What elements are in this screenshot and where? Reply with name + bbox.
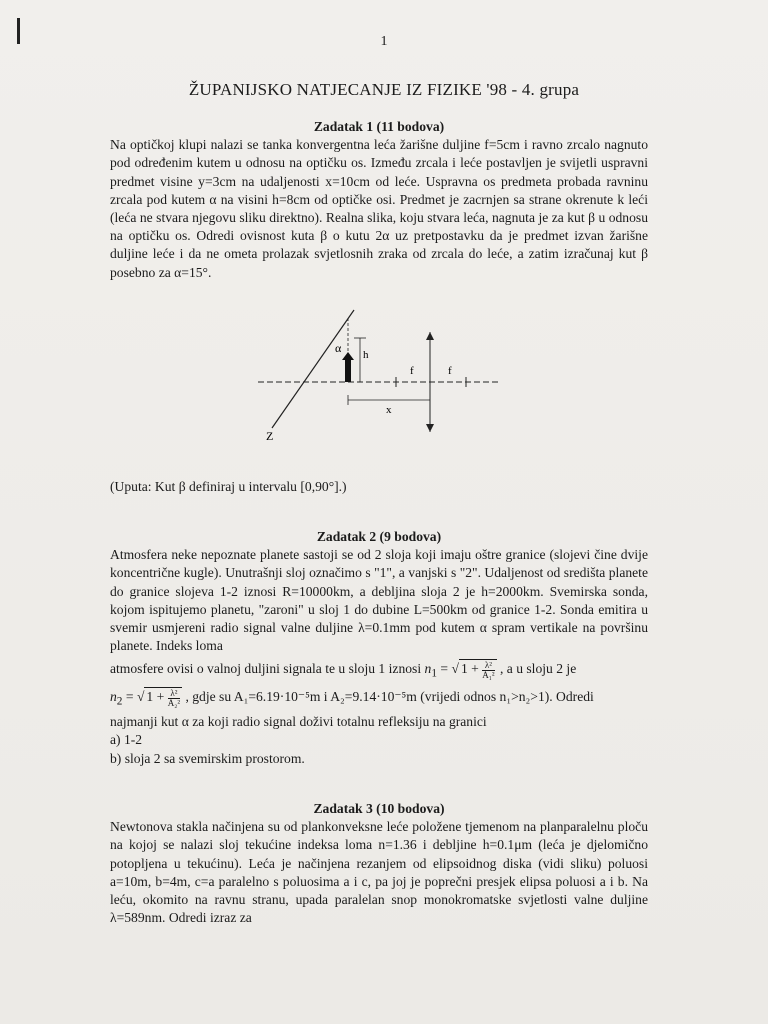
task1-section (110, 118, 648, 282)
task2-n1-pre: atmosfere ovisi o valnoj duljini signala te u sloju 1 iznosi (110, 661, 422, 677)
sqrt-body-2 (144, 687, 182, 707)
n2-symbol: n (110, 689, 117, 705)
page-title: ŽUPANIJSKO NATJECANJE IZ FIZIKE '98 - 4. grupa (188, 80, 580, 99)
fraction-2 (168, 689, 180, 708)
mirror-line (272, 310, 354, 428)
sqrt-sign-2: √ (136, 689, 145, 705)
task2-item-b: b) sloja 2 sa svemirskim prostorom. (110, 750, 305, 766)
n2-subscript: 2 (116, 696, 123, 709)
f-right-label: f (448, 365, 452, 377)
task3-text: Newtonova stakla načinjena su od plankonveksne leće položene tjemenom na planparalelnu ploču na kojoj se nalazi sloj tekućine indeksa loma n=1.36 i debljine h=0.1μm (leća je djelomično potopljena u tekućinu). Leća je načinjena rezanjem od elipsoidnog diska (vidi sliku) poluosi a=10m, b=4m, c=a paralelno s poluosima a i c, pa joj je poprečni presjek elipsa poluosi a i b. Na leću, okomito na ravnu stranu, upada paralelan snop monokromatske svjetlosti valne duljine λ=589nm. Odredi izraz za (110, 819, 648, 926)
lens-arrow-bottom (426, 424, 434, 432)
n2-equals: = (125, 689, 137, 705)
fraction-1-den: A₁² (482, 669, 495, 680)
sqrt-body-1 (459, 659, 497, 679)
task3-heading: Zadatak 3 (10 bodova) (313, 801, 445, 816)
one-plus-2: 1 + (146, 689, 165, 705)
fraction-1 (482, 661, 494, 680)
lens-arrow-top (426, 332, 434, 340)
optics-figure (250, 300, 510, 450)
task1-heading: Zadatak 1 (11 bodova) (313, 119, 445, 134)
fraction-2-num: λ² (168, 689, 180, 699)
mirror-label: Z (266, 429, 274, 443)
task1-hint: (Uputa: Kut β definiraj u intervalu [0,90°].) (110, 479, 347, 494)
task2-last-line: najmanji kut α za koji radio signal doživi totalnu refleksiju na granici (110, 714, 487, 730)
task2-text: Atmosfera neke nepoznate planete sastoji se od 2 sloja koji imaju oštre granice (slojevi čine dvije koncentrične kugle). Unutrašnji sloj označimo s "1", a vanjski s "2". Udaljenost od središta planete do granice slojeva 1-2 iznosi R=10000km, a debljina sloja 2 je h=2000km. Svemirska sonda, kojom ispitujemo planetu, "zaroni" u sloj 1 do dubine L=500km od granice 1-2. Sonda emitira u svemir usmjereni radio signal valne duljine λ=0.1mm pod kutem α spram vertikale na površinu planete. Indeks loma (110, 547, 648, 654)
task1-text: Na optičkoj klupi nalazi se tanka konvergentna leća žarišne duljine f=5cm i ravno zrcalo nagnuto pod određenim kutem u odnosu na optičku os. Između zrcala i leće postavljen je svijetli uspravni predmet visine y=3cm na udaljenosti x=10cm od leće. Uspravna os predmeta probada ravninu zrcala pod kutem α na visini h=8cm od optičke osi. Predmet je zacrnjen sa strane okrenute k leći (leća ne stvara njegovu sliku direktno). Realna slika, koju stvara leća, nagnuta je za kut β u odnosu na optičku os. Odredi ovisnost kuta β o kutu 2α uz pretpostavku da je predmet izvan žarišne duljine leće i da ne ometa prolazak svjetlosnih zraka od zrcala do leće, a zatim izračunaj kut β posebno za α=15°. (110, 137, 648, 280)
fraction-1-num: λ² (482, 661, 494, 671)
object (345, 357, 351, 382)
alpha-label: α (335, 341, 342, 355)
h-label: h (363, 349, 369, 361)
object-arrowhead (342, 352, 354, 360)
task2-n1-line (110, 659, 648, 683)
task2-item-a: a) 1-2 (110, 732, 143, 748)
n1-symbol: n (424, 661, 432, 677)
x-label: x (386, 404, 392, 416)
fraction-2-den: A₂² (167, 697, 181, 708)
task2-n2-post: , gdje su A₁=6.19·10⁻⁵m i A₂=9.14·10⁻⁵m (vrijedi odnos n₁>n₂>1). Odredi (185, 689, 594, 705)
task3-section (110, 800, 648, 927)
task2-heading: Zadatak 2 (9 bodova) (316, 529, 442, 544)
page-number: 1 (380, 34, 388, 49)
n1-equals: = (440, 661, 452, 677)
task2-section (110, 528, 648, 768)
one-plus-1: 1 + (460, 661, 479, 677)
task2-n1-post: , a u sloju 2 je (499, 661, 577, 677)
task2-n2-line (110, 687, 648, 711)
f-left-label: f (410, 365, 414, 377)
sqrt-sign-1: √ (451, 661, 459, 677)
n1-subscript: 1 (431, 668, 437, 681)
